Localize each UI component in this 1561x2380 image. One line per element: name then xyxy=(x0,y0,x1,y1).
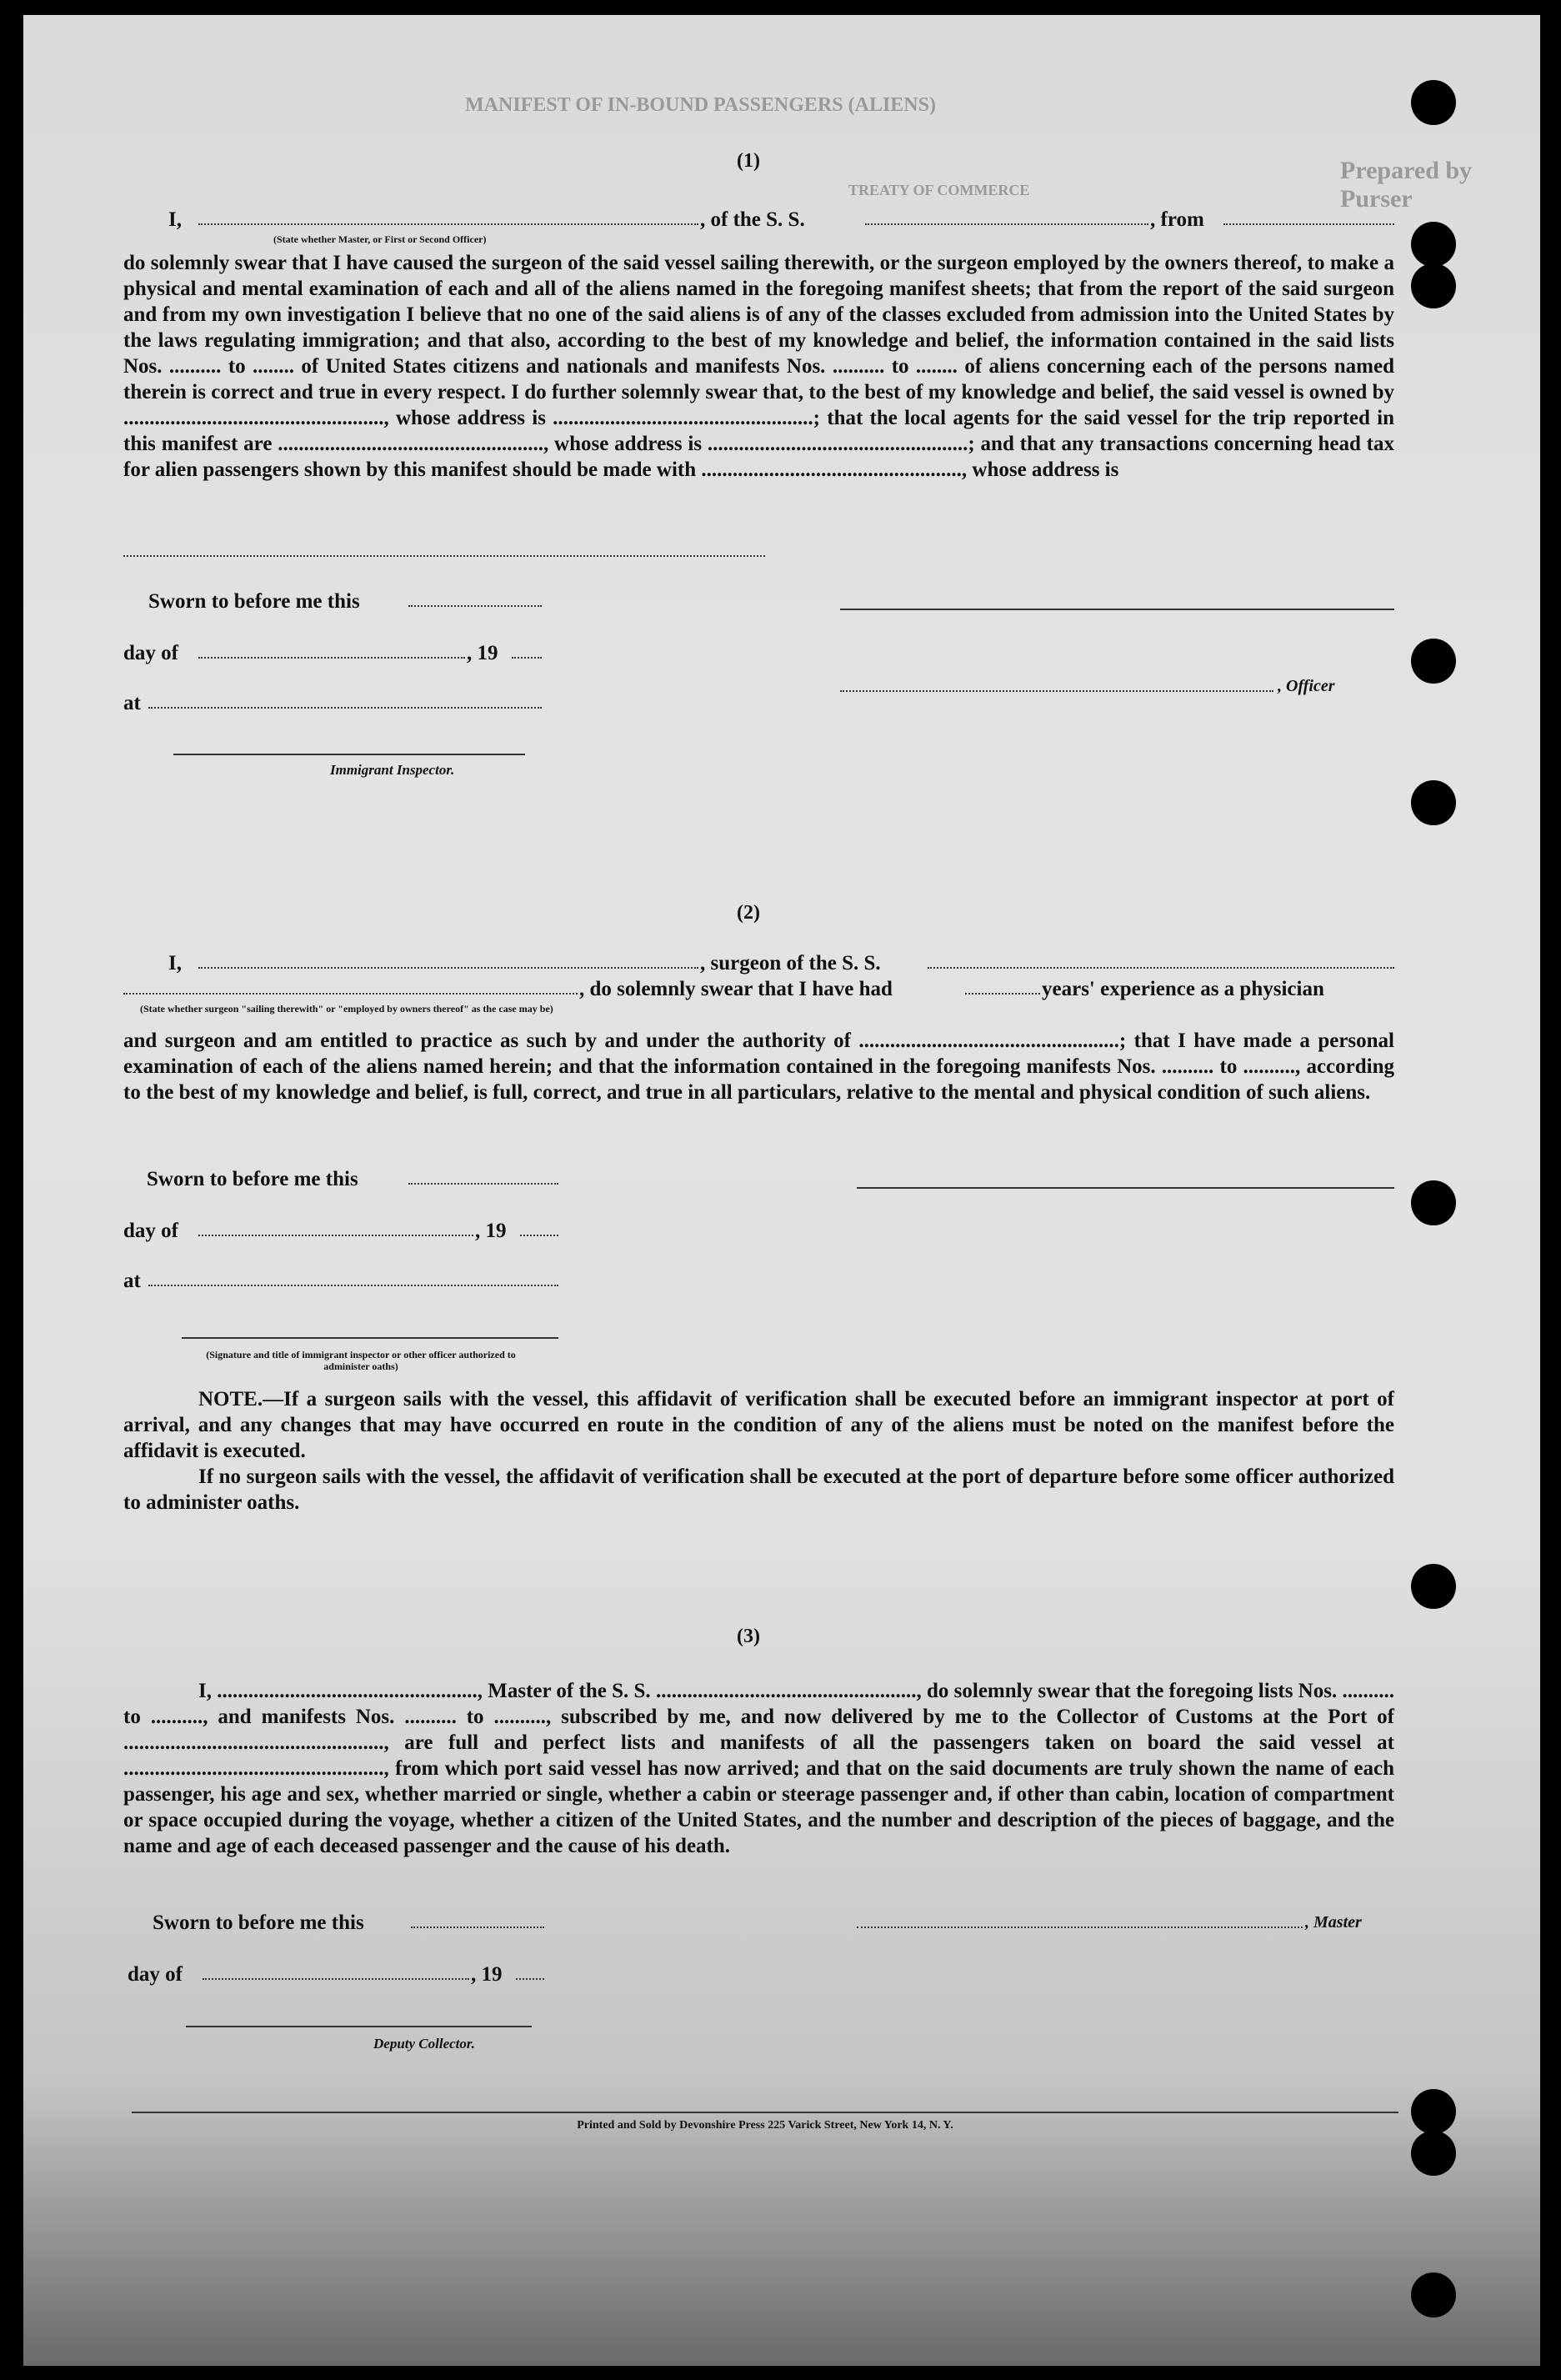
punch-hole xyxy=(1411,639,1456,684)
punch-hole xyxy=(1411,2272,1456,2317)
section-2-sworn-label: Sworn to before me this xyxy=(147,1168,358,1190)
punch-hole xyxy=(1411,780,1456,825)
section-3-master-label: , Master xyxy=(1305,1913,1362,1932)
section-2-line1-mid: , surgeon of the S. S. xyxy=(700,952,881,975)
manifest-page xyxy=(23,15,1540,2366)
inspector-signature-line xyxy=(182,1337,558,1339)
punch-hole xyxy=(1411,263,1456,308)
faint-treaty-stamp: TREATY OF COMMERCE xyxy=(848,182,1030,198)
address-continuation-line xyxy=(123,555,765,557)
punch-hole xyxy=(1411,2131,1456,2176)
section-3-oath-text: I, .................................................., Master of the S. S. .................................................., do solemnly swear that the foregoing lists Nos. .......... to .........., and manifests Nos. .......... to .........., subscribed by me, and now delivered by me to the Collector of Customs at the Port of .................................................., are full and perfect lists and manifests of all the passengers taken on board the said vessel at .................................................., from which port said vessel has now arrived; and that on the said documents are truly shown the name of each passenger, his age and sex, whether married or single, whether a cabin or steerage passenger and, if other than cabin, location of compartment or space occupied during the voyage, whether a citizen of the United States, and the number and description of the pieces of baggage, and the name and age of each deceased passenger and the cause of his death. xyxy=(123,1680,1394,1857)
faint-purser-stamp: Prepared by Purser xyxy=(1340,157,1473,213)
from-port-field xyxy=(1223,208,1394,225)
section-2-note-no-surgeon: If no surgeon sails with the vessel, the affidavit of verification shall be executed at the port of departure before some officer authorized to administer oaths. xyxy=(123,1466,1394,1514)
section-3-day-of-label: day of xyxy=(128,1963,183,1986)
surgeon-name-field xyxy=(198,952,698,969)
surgeon-signature-line xyxy=(857,1187,1394,1189)
section-1-line1-from: , from xyxy=(1150,208,1204,231)
section-1-inspector-label: Immigrant Inspector. xyxy=(330,762,455,778)
year-field xyxy=(516,1963,544,1980)
section-1-oath-text: do solemnly swear that I have caused the surgeon of the said vessel sailing therewith, or the surgeon employed by the owners thereof, to make a physical and mental examination of each and all of the aliens named in the foregoing manifest sheets; that from the report of the said surgeon and from my own investigation I believe that no one of the said aliens is of any of the classes excluded from admission into the United States by the laws regulating immigration; and that also, according to the best of my knowledge and belief, the information contained in the said lists Nos. .......... to ........ of United States citizens and nationals and manifests Nos. .......... to ........ of aliens concerning each of the persons named therein is correct and true in every respect. I do further solemnly swear that, to the best of my knowledge and belief, the said vessel is owned by .................................................., whose address is ..................................................; that the local agents for the said vessel for the trip reported in this manifest are ..................................................., whose address is ..................................................; and that any transactions concerning head tax for alien passengers shown by this manifest should be made with .................................................., whose address is xyxy=(123,252,1394,481)
section-1-year-label: , 19 xyxy=(467,642,498,664)
section-2-line1-prefix: I, xyxy=(168,952,182,975)
section-2-note-surgeon: NOTE.—If a surgeon sails with the vessel, this affidavit of verification shall be executed before an immigrant inspector at port of arrival, and any changes that may have occurred en route in the condition of any of the aliens must be noted on the manifest before the affidavit is executed. xyxy=(123,1388,1394,1462)
day-of-field xyxy=(198,1220,473,1236)
day-of-field xyxy=(203,1963,469,1980)
officer-line-top xyxy=(840,609,1394,610)
sworn-date-field xyxy=(408,590,542,607)
section-1-line1-mid: , of the S. S. xyxy=(700,208,805,231)
sworn-date-field xyxy=(408,1168,558,1185)
section-3-number: (3) xyxy=(737,1626,760,1647)
master-signature-field xyxy=(857,1912,1303,1928)
section-1-officer-label: , Officer xyxy=(1278,677,1335,695)
year-field xyxy=(512,642,542,659)
section-2-day-of-label: day of xyxy=(123,1220,178,1242)
at-place-field xyxy=(148,1270,558,1286)
punch-hole xyxy=(1411,80,1456,125)
section-2-year-label: , 19 xyxy=(475,1220,507,1242)
inspector-signature-line xyxy=(173,754,525,755)
section-1-day-of-label: day of xyxy=(123,642,178,664)
section-2-signature-note: (Signature and title of immigrant inspector or other officer authorized to administer oaths) xyxy=(206,1349,516,1372)
year-field xyxy=(520,1220,558,1236)
surgeon-role-field xyxy=(123,978,578,995)
surgeon-vessel-field xyxy=(928,952,1394,969)
years-experience-field xyxy=(965,978,1040,995)
section-2-role-note: (State whether surgeon "sailing therewith" or "employed by owners thereof" as the case may be) xyxy=(140,1003,553,1015)
section-3-year-label: , 19 xyxy=(471,1963,503,1986)
day-of-field xyxy=(198,642,465,659)
section-1-sworn-label: Sworn to before me this xyxy=(148,590,360,613)
vessel-name-field xyxy=(865,208,1148,225)
punch-hole xyxy=(1411,222,1456,267)
section-2-line2-end: years' experience as a physician xyxy=(1042,978,1324,1000)
punch-hole xyxy=(1411,1180,1456,1225)
footer-rule xyxy=(132,2112,1398,2113)
section-1-role-note: (State whether Master, or First or Second Officer) xyxy=(273,233,487,245)
sworn-date-field xyxy=(411,1912,544,1928)
faint-manifest-title: MANIFEST OF IN-BOUND PASSENGERS (ALIENS) xyxy=(465,94,936,116)
officer-signature-field xyxy=(840,675,1273,692)
section-2-oath-text: and surgeon and am entitled to practice as such by and under the authority of ..................................................; that I have made a personal examination of each of the aliens named herein; and that the information contained in the foregoing manifests Nos. .......... to .........., according to the best of my knowledge and belief, is full, correct, and true in all particulars, relative to the mental and physical condition of such aliens. xyxy=(123,1030,1394,1104)
punch-hole xyxy=(1411,1564,1456,1609)
master-name-field xyxy=(198,208,698,225)
section-2-line2-mid: , do solemnly swear that I have had xyxy=(579,978,893,1000)
printer-imprint: Printed and Sold by Devonshire Press 225 Varick Street, New York 14, N. Y. xyxy=(577,2119,953,2132)
section-1-number: (1) xyxy=(737,150,760,172)
section-2-at-label: at xyxy=(123,1270,141,1292)
at-place-field xyxy=(148,692,542,709)
section-3-collector-label: Deputy Collector. xyxy=(373,2036,475,2052)
section-1-line1-prefix: I, xyxy=(168,208,182,231)
section-1-at-label: at xyxy=(123,692,141,714)
section-3-sworn-label: Sworn to before me this xyxy=(153,1912,364,1934)
collector-signature-line xyxy=(186,2026,532,2027)
section-2-number: (2) xyxy=(737,902,760,924)
punch-hole xyxy=(1411,2089,1456,2134)
